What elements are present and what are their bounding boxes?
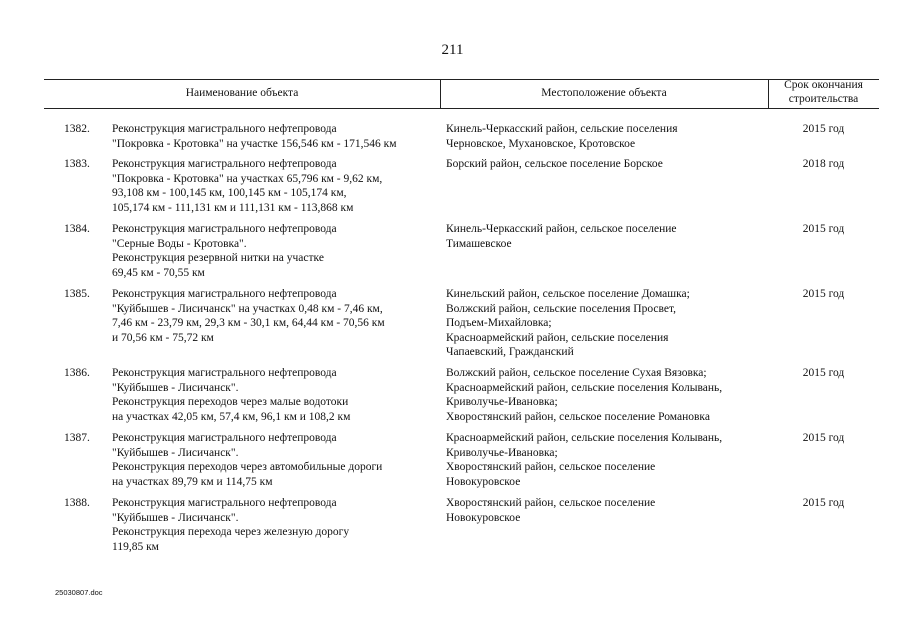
- row-number: 1383.: [64, 158, 90, 170]
- completion-term: 2015 год: [802, 288, 845, 300]
- row-number: 1388.: [64, 497, 90, 509]
- completion-term: 2015 год: [802, 123, 845, 135]
- object-name: Реконструкция магистрального нефтепровода "Куйбышев - Лисичанск". Реконструкция переходов через малые водотоки на участках 42,05 км, 57,4 км, 96,1 км и 108,2 км: [112, 367, 351, 423]
- object-name: Реконструкция магистрального нефтепровода "Куйбышев - Лисичанск". Реконструкция перехода через железную дорогу 119,85 км: [112, 497, 350, 553]
- object-location: Волжский район, сельское поселение Сухая Вязовка; Красноармейский район, сельские поселения Колывань, Криволучье-Ивановка; Хворостянский район, сельское поселение Романовка: [446, 367, 723, 423]
- row-number: 1382.: [64, 123, 90, 135]
- object-location: Красноармейский район, сельские поселения Колывань, Криволучье-Ивановка; Хворостянский район, сельское поселение Новокуровское: [446, 432, 723, 488]
- completion-term: 2015 год: [802, 497, 845, 509]
- object-name: Реконструкция магистрального нефтепровода "Покровка - Кротовка" на участке 156,546 км - 171,546 км: [112, 123, 397, 150]
- page-number: 211: [441, 42, 464, 58]
- completion-term: 2018 год: [802, 158, 845, 170]
- row-number: 1387.: [64, 432, 90, 444]
- object-name: Реконструкция магистрального нефтепровода "Покровка - Кротовка" на участках 65,796 км - 9,62 км, 93,108 км - 100,145 км, 100,145 км - 105,174 км, 105,174 км - 111,131 км и 111,131 км - 113,868 км: [112, 158, 383, 214]
- object-name: Реконструкция магистрального нефтепровода "Куйбышев - Лисичанск" на участках 0,48 км - 7,46 км, 7,46 км - 23,79 км, 29,3 км - 30,1 км, 64,44 км - 70,56 км и 70,56 км - 75,72 км: [112, 288, 385, 344]
- column-header-term: Срок окончания строительства: [784, 79, 863, 105]
- object-location: Кинель-Черкасский район, сельское поселение Тимашевское: [446, 223, 677, 250]
- column-header-name: Наименование объекта: [185, 87, 299, 99]
- object-location: Хворостянский район, сельское поселение Новокуровское: [446, 497, 656, 524]
- row-number: 1384.: [64, 223, 90, 235]
- completion-term: 2015 год: [802, 367, 845, 379]
- object-location: Кинельский район, сельское поселение Домашка; Волжский район, сельские поселения Просвет, Подъем-Михайловка; Красноармейский район, сельские поселения Чапаевский, Гражданский: [446, 288, 690, 359]
- completion-term: 2015 год: [802, 432, 845, 444]
- completion-term: 2015 год: [802, 223, 845, 235]
- object-location: Борский район, сельское поселение Борское: [446, 158, 663, 170]
- column-header-location: Местоположение объекта: [541, 87, 667, 99]
- row-number: 1385.: [64, 288, 90, 300]
- object-name: Реконструкция магистрального нефтепровода "Куйбышев - Лисичанск". Реконструкция переходов через автомобильные дороги на участках 89,79 км и 114,75 км: [112, 432, 383, 488]
- object-location: Кинель-Черкасский район, сельские поселения Черновское, Мухановское, Кротовское: [446, 123, 678, 150]
- row-number: 1386.: [64, 367, 90, 379]
- document-id: 25030807.doc: [55, 588, 103, 597]
- object-name: Реконструкция магистрального нефтепровода "Серные Воды - Кротовка". Реконструкция резервной нитки на участке 69,45 км - 70,55 км: [112, 223, 337, 279]
